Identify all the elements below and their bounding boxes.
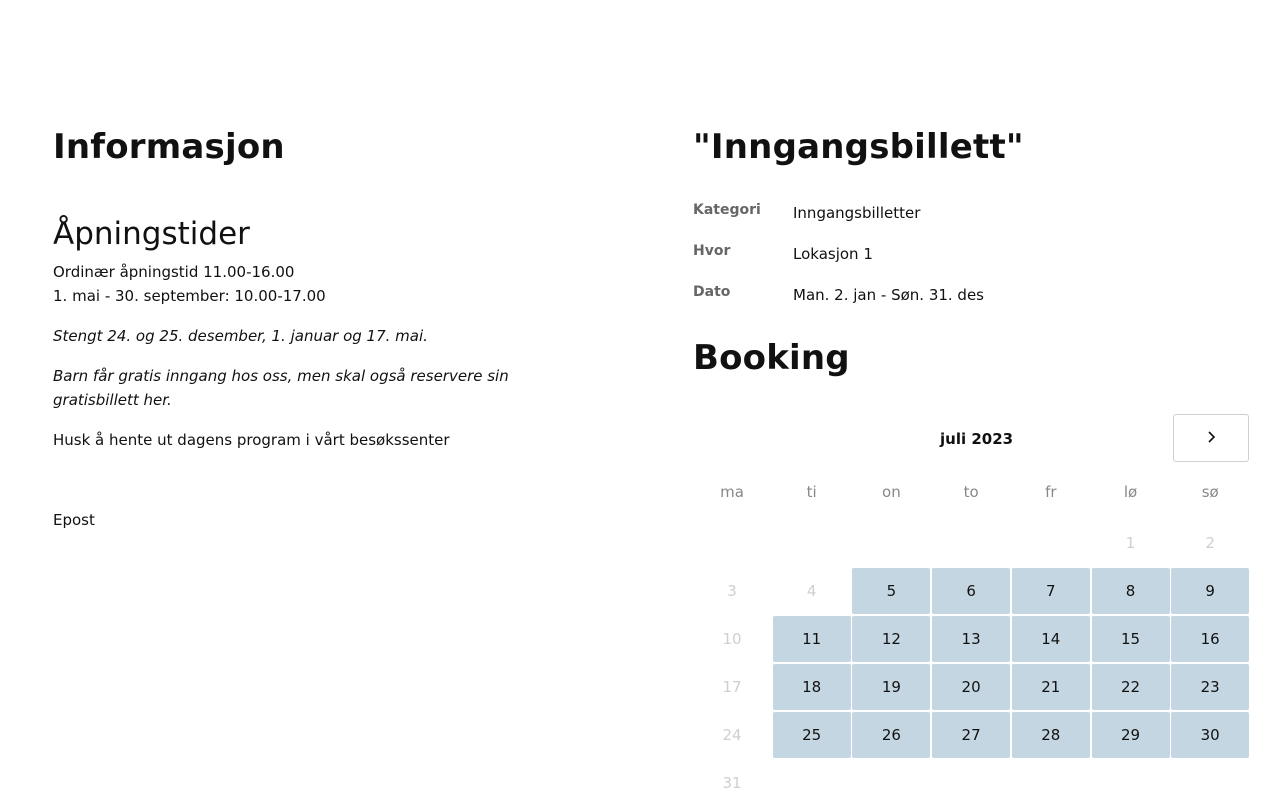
calendar-day-available[interactable]: 21 (1012, 664, 1090, 710)
opening-hours-summer: 1. mai - 30. september: 10.00-17.00 (53, 287, 326, 305)
calendar-day-available[interactable]: 22 (1092, 664, 1170, 710)
calendar-day-disabled: 1 (1125, 534, 1136, 552)
calendar-day-available[interactable]: 11 (773, 616, 851, 662)
product-title: "Inngangsbillett" (693, 127, 1024, 167)
calendar-month-label: juli 2023 (940, 430, 1014, 448)
calendar-day-available[interactable]: 5 (852, 568, 930, 614)
opening-hours-title: Åpningstider (53, 216, 250, 252)
weekday-label: fr (1045, 483, 1057, 501)
calendar-day-available[interactable]: 7 (1012, 568, 1090, 614)
calendar-day-available[interactable]: 28 (1012, 712, 1090, 758)
chevron-right-icon (1205, 429, 1217, 448)
calendar-day-disabled: 3 (727, 582, 737, 600)
calendar-day-disabled: 31 (722, 774, 742, 792)
opening-hours-regular: Ordinær åpningstid 11.00-16.00 (53, 263, 295, 281)
calendar-day-available[interactable]: 27 (932, 712, 1010, 758)
program-note: Husk å hente ut dagens program i vårt besøkssenter (53, 431, 450, 449)
meta-value: Man. 2. jan - Søn. 31. des (793, 286, 985, 304)
calendar-day-available[interactable]: 18 (773, 664, 851, 710)
calendar-day-available[interactable]: 30 (1171, 712, 1249, 758)
calendar-day-disabled: 10 (722, 630, 742, 648)
meta-key: Kategori (693, 202, 761, 218)
information-title: Informasjon (53, 127, 285, 167)
calendar-day-disabled: 24 (722, 726, 742, 744)
calendar-day-available[interactable]: 19 (852, 664, 930, 710)
closed-days-note: Stengt 24. og 25. desember, 1. januar og 17. mai. (53, 327, 428, 345)
booking-title: Booking (693, 338, 850, 378)
calendar-day-available[interactable]: 6 (932, 568, 1010, 614)
calendar-day-available[interactable]: 26 (852, 712, 930, 758)
meta-value: Inngangsbilletter (793, 204, 921, 222)
calendar-day-available[interactable]: 16 (1171, 616, 1249, 662)
weekday-label: sø (1201, 483, 1219, 501)
calendar-day-available[interactable]: 12 (852, 616, 930, 662)
weekday-label: ti (806, 483, 817, 501)
calendar-day-available[interactable]: 13 (932, 616, 1010, 662)
calendar-day-available[interactable]: 23 (1171, 664, 1249, 710)
meta-key: Hvor (693, 243, 731, 259)
next-month-button[interactable] (1173, 414, 1249, 462)
weekday-label: lø (1123, 483, 1138, 501)
calendar-day-available[interactable]: 20 (932, 664, 1010, 710)
weekday-label: on (882, 483, 901, 501)
meta-key: Dato (693, 284, 731, 300)
calendar-day-disabled: 4 (806, 582, 817, 600)
meta-value: Lokasjon 1 (793, 245, 873, 263)
weekday-label: to (963, 483, 979, 501)
weekday-label: ma (720, 483, 744, 501)
calendar-day-available[interactable]: 29 (1092, 712, 1170, 758)
calendar-day-available[interactable]: 14 (1012, 616, 1090, 662)
email-label: Epost (53, 511, 95, 529)
calendar-day-available[interactable]: 25 (773, 712, 851, 758)
calendar-day-available[interactable]: 8 (1092, 568, 1170, 614)
calendar-day-disabled: 2 (1205, 534, 1215, 552)
calendar-day-available[interactable]: 15 (1092, 616, 1170, 662)
calendar-day-available[interactable]: 9 (1171, 568, 1249, 614)
calendar-day-disabled: 17 (722, 678, 742, 696)
children-note: Barn får gratis inngang hos oss, men skal også reservere sin gratisbillett her. (53, 367, 509, 409)
